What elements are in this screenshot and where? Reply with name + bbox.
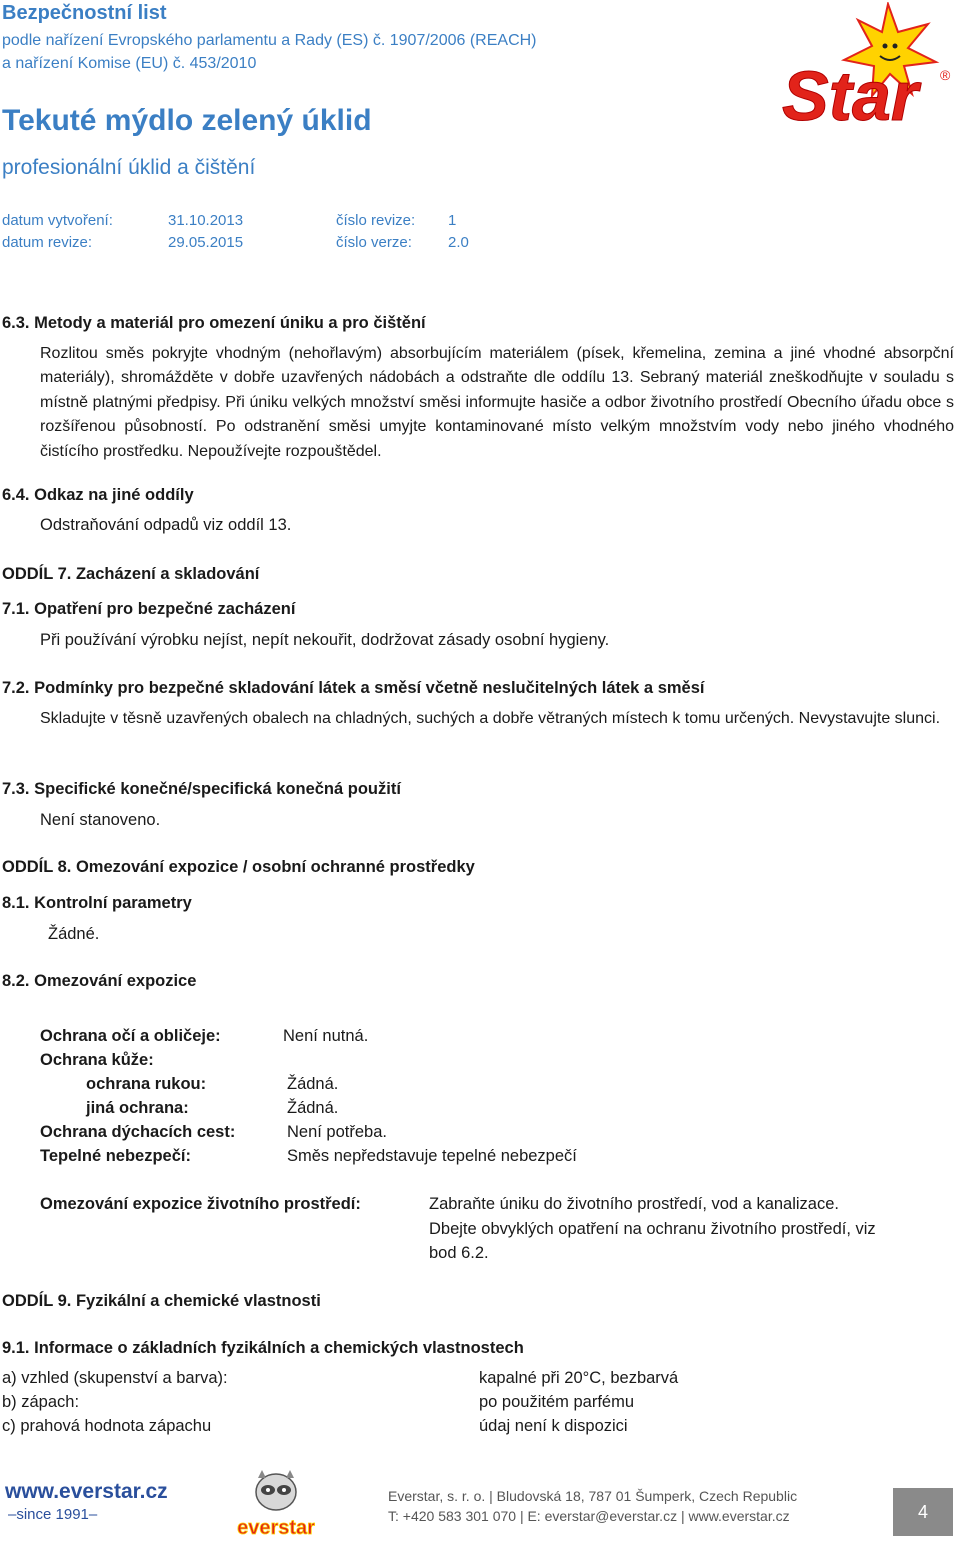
section-7-heading: ODDÍL 7. Zacházení a skladování — [2, 565, 260, 583]
section-6-3-text: Rozlitou směs pokryjte vhodným (nehořlavým) absorbujícím materiálem (písek, křemelina, zemina a jiné vhodné absorpční materiály), shromážděte v dobře uzavřených nádobách a odstraňte dle oddílu 13. Sebraný materiál zneškodňujte v souladu s místně platnými předpisy. Při úniku velkých množství směsi informujte hasiče a odbor životního prostředí Obecního úřadu obce s rozšířenou působností. Po odstranění směsi umyjte kontaminované místo velkým množstvím vody nebo jiného vhodného čistícího prostředku. Nepoužívejte rozpouštědel. — [40, 345, 954, 460]
product-subtitle: profesionální úklid a čištění — [2, 156, 256, 179]
property-value-odour-threshold: údaj není k dispozici — [479, 1417, 628, 1435]
section-8-heading: ODDÍL 8. Omezování expozice / osobní ochranné prostředky — [2, 858, 475, 876]
product-name: Tekuté mýdlo zelený úklid — [2, 104, 372, 137]
section-9-1-heading: 9.1. Informace o základních fyzikálních a chemických vlastnostech — [2, 1339, 524, 1357]
everstar-mascot-logo — [234, 1470, 318, 1542]
exposure-value-eyes: Není nutná. — [283, 1027, 369, 1045]
logo-text: Star — [782, 57, 919, 132]
environment-exposure-label: Omezování expozice životního prostředí: — [40, 1195, 361, 1213]
section-7-2-text: Skladujte v těsně uzavřených obalech na chladných, suchých a dobře větraných místech k tomu určených. Nevystavujte slunci. — [40, 710, 941, 727]
exposure-value-respiratory: Není potřeba. — [287, 1123, 387, 1141]
section-7-3-heading: 7.3. Specifické konečné/specifická konečná použití — [2, 780, 401, 798]
section-8-1-text: Žádné. — [48, 925, 100, 943]
section-7-2-heading: 7.2. Podmínky pro bezpečné skladování látek a směsí včetně neslučitelných látek a směsí — [2, 679, 705, 697]
section-7-1-heading: 7.1. Opatření pro bezpečné zacházení — [2, 600, 296, 618]
section-6-4-text: Odstraňování odpadů viz oddíl 13. — [40, 516, 292, 534]
exposure-label-thermal: Tepelné nebezpečí: — [40, 1147, 191, 1165]
exposure-label-other: jiná ochrana: — [86, 1099, 189, 1117]
logo-registered-mark: ® — [940, 67, 951, 83]
created-value: 31.10.2013 — [168, 212, 244, 229]
created-label: datum vytvoření: — [2, 212, 113, 229]
footer-address-line-1: Everstar, s. r. o. | Bludovská 18, 787 01 Šumperk, Czech Republic — [388, 1488, 798, 1504]
property-value-appearance: kapalné při 20°C, bezbarvá — [479, 1369, 679, 1387]
exposure-label-eyes: Ochrana očí a obličeje: — [40, 1027, 221, 1045]
page-number: 4 — [893, 1488, 953, 1536]
version-value: 2.0 — [448, 234, 469, 251]
star-logo — [778, 2, 958, 132]
version-label: číslo verze: — [336, 234, 412, 251]
revision-number-value: 1 — [448, 212, 457, 229]
footer-address-line-2: T: +420 583 301 070 | E: everstar@everstar.cz | www.everstar.cz — [388, 1508, 790, 1524]
section-7-1-text: Při používání výrobku nejíst, nepít nekouřit, dodržovat zásady osobní hygieny. — [40, 631, 610, 649]
property-label-appearance: a) vzhled (skupenství a barva): — [2, 1369, 228, 1387]
document-title: Bezpečnostní list — [2, 2, 167, 24]
footer-website[interactable]: www.everstar.cz — [5, 1480, 168, 1503]
regulation-line-1: podle nařízení Evropského parlamentu a Rady (ES) č. 1907/2006 (REACH) — [2, 32, 537, 49]
exposure-value-other: Žádná. — [287, 1099, 339, 1117]
section-9-heading: ODDÍL 9. Fyzikální a chemické vlastnosti — [2, 1292, 321, 1310]
section-7-3-text: Není stanoveno. — [40, 811, 161, 829]
environment-exposure-line-1: Zabraňte úniku do životního prostředí, vod a kanalizace. — [429, 1195, 839, 1213]
revision-date-label: datum revize: — [2, 234, 93, 251]
footer-since: –since 1991– — [8, 1506, 98, 1523]
exposure-label-hands: ochrana rukou: — [86, 1075, 207, 1093]
revision-date-value: 29.05.2015 — [168, 234, 244, 251]
exposure-label-skin: Ochrana kůže: — [40, 1051, 154, 1069]
environment-exposure-line-3: bod 6.2. — [429, 1244, 489, 1262]
property-value-odour: po použitém parfému — [479, 1393, 635, 1411]
property-label-odour: b) zápach: — [2, 1393, 80, 1411]
exposure-label-respiratory: Ochrana dýchacích cest: — [40, 1123, 236, 1141]
revision-number-label: číslo revize: — [336, 212, 416, 229]
mascot-brand-text: everstar — [237, 1517, 315, 1539]
section-6-3-heading: 6.3. Metody a materiál pro omezení úniku a pro čištění — [2, 314, 426, 332]
exposure-value-hands: Žádná. — [287, 1075, 339, 1093]
section-8-2-heading: 8.2. Omezování expozice — [2, 972, 197, 990]
exposure-value-thermal: Směs nepředstavuje tepelné nebezpečí — [287, 1147, 577, 1165]
section-6-4-heading: 6.4. Odkaz na jiné oddíly — [2, 486, 194, 504]
property-label-odour-threshold: c) prahová hodnota zápachu — [2, 1417, 212, 1435]
regulation-line-2: a nařízení Komise (EU) č. 453/2010 — [2, 55, 257, 72]
environment-exposure-line-2: Dbejte obvyklých opatření na ochranu životního prostředí, viz — [429, 1220, 876, 1238]
section-8-1-heading: 8.1. Kontrolní parametry — [2, 894, 192, 912]
